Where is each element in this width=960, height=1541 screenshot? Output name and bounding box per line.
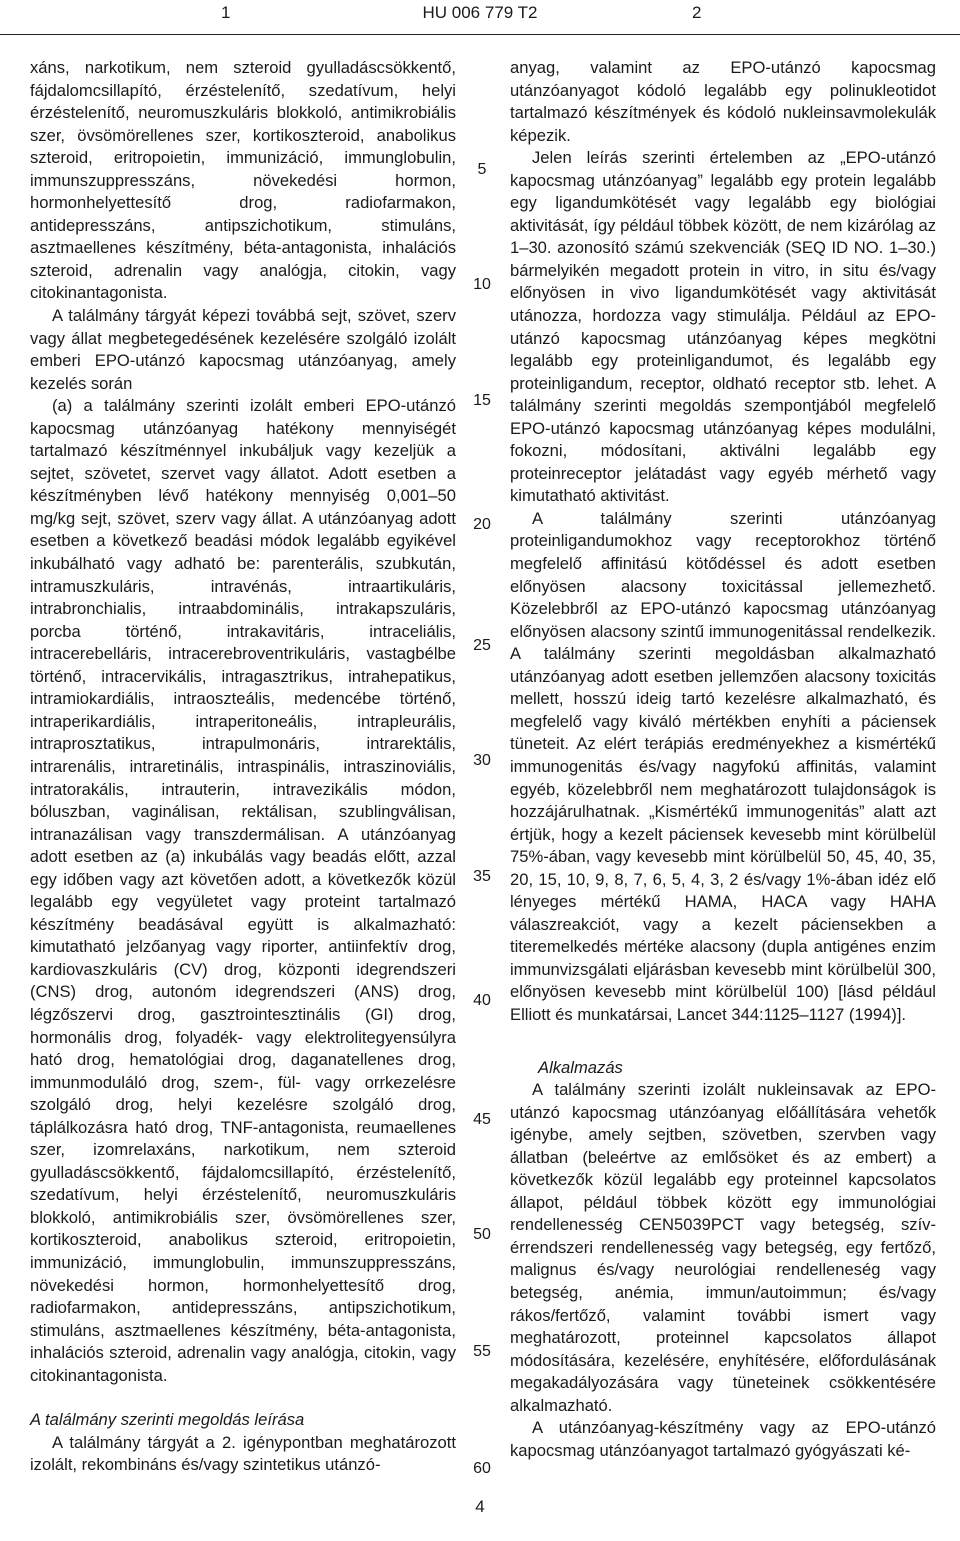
header-rule [0, 34, 960, 35]
line-number-10: 10 [473, 276, 491, 293]
line-number-35: 35 [473, 868, 491, 885]
right-page-number: 2 [692, 3, 702, 22]
right-paragraph-5: A utánzóanyag-készítmény vagy az EPO-utánzó kapocsmag utánzóanyagot tartalmazó gyógyászati ké- [510, 1418, 936, 1460]
left-paragraph-3: (a) a találmány szerinti izolált emberi EPO-utánzó kapocsmag utánzóanyag hatékony mennyiségét tartalmazó készítménnyel inkubáljuk vagy kezeljük a sejtet, szövetet, szervet vagy állatot. Adott esetben a készítményben lévő hatékony mennyiség 0,001–50 mg/kg sejt, szövet, szerv vagy állat. A utánzóanyag adott esetben a következő beadási módok legalább egyikével inkubálható vagy adható be: parenterális, szubkután, intramuszkuláris, intravénás, intraartikuláris, intrabronchialis, intraabdominális, intrakapszuláris, porcba történő, intrakavitáris, intraceliális, intracerebelláris, intracerebroventrikuláris, vastagbélbe történő, intracervikális, intragasztrikus, intrahepatikus, intramiokardiális, intraoszteális, medencébe történő, intraperikardiális, intraperitoneális, intrapleurális, intraprosztatikus, intrapulmonáris, intrarektális, intrarenális, intraretinális, intraspinális, intraszinoviális, intratorakális, intrauterin, intravezikális módon, bóluszban, vaginálisan, rektálisan, szublingválisan, intranazálisan vagy transzdermálisan. A utánzóanyag adott esetben az (a) inkubálás vagy beadás előtt, azzal egy időben vagy azt követően adott, a következők közül legalább egy vegyületet vagy proteint tartalmazó készítmény beadásával együtt is alkalmazható: kimutatható jelzőanyag vagy riporter, antiinfektív drog, kardiovaszkuláris (CV) drog, központi idegrendszeri (CNS) drog, autonóm idegrendszeri (ANS) drog, légzőszervi drog, gasztrointesztinális (GI) drog, hormonális drog, folyadék- vagy elektrolitegyensúlyra ható drog, hematológiai drog, daganatellenes drog, immunmoduláló drog, szem-, fül- vagy orrkezelésre szolgáló drog, helyi kezelésre szolgáló drog, táplálkozásra ható drog, TNF-antagonista, reumaellenes szer, izomrelaxáns, narkotikum, nem szteroid gyulladáscsökkentő, fájdalomcsillapító, érzéstelenítő, szedatívum, helyi érzéstelenítő, neuromuszkuláris blokkoló, antimikrobiális szer, övsömörellenes szer, kortikoszteroid, anabolikus szteroid, eritropoietin, immunizáció, immunglobulin, immunszuppresszáns, növekedési hormon, hormonhelyettesítő drog, radiofarmakon, antidepresszáns, antipszichotikum, stimuláns, asztmaellenes készítmény, béta-antagonista, inhalációs szteroid, adrenalin vagy analógja, citokin, vagy citokinantagonista. [30, 396, 456, 1385]
left-page-number: 1 [221, 3, 231, 22]
left-paragraph-2: A találmány tárgyát képezi továbbá sejt, szövet, szerv vagy állat megbetegedésének kezelésére szolgáló izolált emberi EPO-utánzó kapocsmag utánzóanyag, amely kezelés során [30, 306, 456, 393]
line-number-45: 45 [473, 1111, 491, 1128]
line-number-50: 50 [473, 1226, 491, 1243]
section-heading-description: A találmány szerinti megoldás leírása [30, 1410, 305, 1430]
left-paragraph-4: A találmány tárgyát a 2. igénypontban meghatározott izolált, rekombináns és/vagy szintetikus utánzó- [30, 1432, 456, 1475]
left-column [30, 57, 456, 1477]
line-number-60: 60 [473, 1460, 491, 1477]
right-column [510, 57, 936, 1462]
right-paragraph-3: A találmány szerinti utánzóanyag proteinligandumokhoz vagy receptorokhoz történő megfelelő affinitású kötődéssel és adott esetben előnyösen alacsony toxicitással jellemezhető. Közelebbről az EPO-utánzó kapocsmag utánzóanyag előnyösen alacsony szintű immunogenitással rendelkezik. A találmány szerinti megoldásban alkalmazható utánzóanyag adott esetben jellemzően alacsony toxicitás mellett, hosszú ideig tartó kezelésre alkalmazható, és megfelelő vagy kiváló mértékben enyhíti a páciensek tüneteit. Az elért terápiás eredményekhez a kismértékű immunogenitás és/vagy nagyfokú affinitás, valamint egyéb, közelebbről nem meghatározott tulajdonságok is hozzájárulhatnak. „Kismértékű immunogenitás” alatt azt értjük, hogy a kezelt páciensek kevesebb mint körülbelül 75%-ában, vagy kevesebb mint körülbelül 50, 45, 40, 35, 20, 15, 10, 9, 8, 7, 6, 5, 4, 3, 2 és/vagy 1%-ában idéz elő lényeges mértékű HAMA, HACA vagy HAHA válaszreakciót, vagy a kezelt páciensekben a titeremelkedés mértéke alacsony (dupla antigénes enzim immunvizsgálati eljárásban kevesebb mint körülbelül 300, előnyösen kevesebb mint körülbelül 100) [lásd például Elliott és munkatársai, Lancet 344:1125–1127 (1994)]. [510, 508, 936, 1024]
section-heading-application: Alkalmazás [538, 1057, 623, 1077]
line-number-55: 55 [473, 1343, 491, 1360]
line-number-20: 20 [473, 516, 491, 533]
patent-number-title: HU 006 779 T2 [422, 3, 538, 22]
right-paragraph-2: Jelen leírás szerinti értelemben az „EPO-utánzó kapocsmag utánzóanyag” legalább egy protein legalább egy ligandumkötését vagy legalább egy biológiai aktivitását, így például többek között, de nem kizárólag az 1–30. azonosító számú szekvenciák (SEQ ID NO. 1–30.) bármelyikén megadott protein in vitro, in situ és/vagy előnyösen in vivo ligandumkötését vagy aktivitását utánozza, hordozza vagy stimulálja. Például az EPO-utánzó kapocsmag utánzóanyag képes megkötni legalább egy proteinligandumot, és legalább egy proteinligandum, receptor, oldható receptor stb. lehet. A találmány szerinti megoldás szempontjából megfelelő EPO-utánzó kapocsmag utánzóanyag képes modulálni, fokozni, módosítani, aktiválni legalább egy proteinreceptor jelátadást vagy egyéb mérhető vagy kimutatható aktivitást. [510, 148, 936, 506]
left-paragraph-1: xáns, narkotikum, nem szteroid gyulladáscsökkentő, fájdalomcsillapító, érzéstelenítő, szedatívum, helyi érzéstelenítő, neuromuszkuláris blokkoló, antimikrobiális szer, övsömörellenes szer, kortikoszteroid, anabolikus szteroid, eritropoietin, immunizáció, immunglobulin, immunszuppresszáns, növekedési hormon, hormonhelyettesítő drog, radiofarmakon, antidepresszáns, antipszichotikum, stimuláns, asztmaellenes készítmény, béta-antagonista, inhalációs szteroid, adrenalin vagy analógja, citokin, vagy citokinantagonista. [30, 58, 456, 303]
line-number-15: 15 [473, 392, 491, 409]
line-number-30: 30 [473, 752, 491, 769]
line-number-40: 40 [473, 992, 491, 1009]
right-paragraph-4: A találmány szerinti izolált nukleinsavak az EPO-utánzó kapocsmag utánzóanyag előállítására vehetők igénybe, amely sejtben, szövetben, szervben vagy állatban (beleértve az emlősöket és az embert) a következők közül legalább egy proteinnel kapcsolatos állapot, például többek között egy immunológiai rendellenesség CEN5039PCT vagy betegség, szív-érrendszeri rendellenesség vagy betegség, egy fertőző, malignus és/vagy neurológiai rendelleneség vagy betegség, anémia, immun/autoimmun; és/vagy rákos/fertőző, valamint további ismert vagy meghatározott, proteinnel kapcsolatos állapot módosítására, kezelésére, enyhítésére, előfordulásának megakadályozására vagy tüneteinek csökkentésére alkalmazható. [510, 1080, 936, 1415]
line-number-5: 5 [477, 161, 487, 178]
footer-page-number: 4 [475, 1497, 485, 1516]
line-number-25: 25 [473, 637, 491, 654]
right-paragraph-1: anyag, valamint az EPO-utánzó kapocsmag utánzóanyagot kódoló legalább egy polinukleotidot tartalmazó készítmények és kódoló nukleinsavmolekulák képezik. [510, 58, 936, 145]
